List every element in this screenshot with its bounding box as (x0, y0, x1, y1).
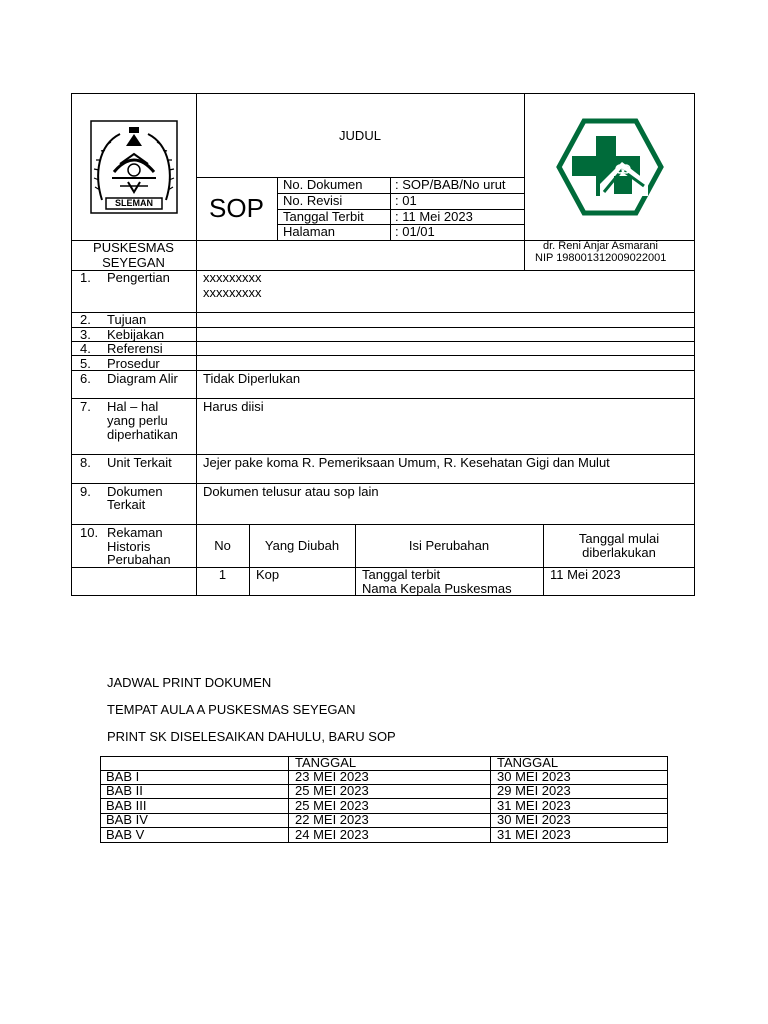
puskesmas-name-line1: PUSKESMAS (93, 240, 174, 255)
row-value: xxxxxxxxx (203, 285, 262, 300)
row-label: Perubahan (107, 552, 171, 567)
schedule-cell: 30 MEI 2023 (497, 769, 571, 784)
schedule-cell: 23 MEI 2023 (295, 769, 369, 784)
row-number: 8. (80, 455, 91, 470)
sleman-emblem-logo (90, 120, 178, 214)
row-label: Tujuan (107, 312, 147, 327)
meta-label: Halaman (283, 224, 336, 239)
schedule-cell: 31 MEI 2023 (497, 798, 571, 813)
schedule-cell: BAB II (106, 783, 143, 798)
schedule-row-line (100, 813, 668, 814)
schedule-cell: 25 MEI 2023 (295, 783, 369, 798)
schedule-row-line (100, 798, 668, 799)
schedule-header: TANGGAL (295, 755, 357, 770)
sleman-logo-text: SLEMAN (115, 198, 153, 208)
row-number: 7. (80, 399, 91, 414)
row-number: 2. (80, 312, 91, 327)
row-line (71, 312, 695, 313)
signer-nip: NIP 198001312009022001 (535, 252, 667, 264)
puskesmas-name-line2: SEYEGAN (102, 255, 165, 270)
meta-label: No. Dokumen (283, 177, 363, 192)
row-label: Pengertian (107, 270, 170, 285)
row-line (71, 398, 695, 399)
row-value: xxxxxxxxx (203, 270, 262, 285)
schedule-cell: 29 MEI 2023 (497, 783, 571, 798)
row-number: 9. (80, 484, 91, 499)
schedule-row-line (100, 827, 668, 828)
note-line: TEMPAT AULA A PUSKESMAS SEYEGAN (107, 702, 356, 717)
row-label: Dokumen (107, 484, 163, 499)
schedule-cell: 24 MEI 2023 (295, 827, 369, 842)
header-divider (196, 93, 197, 270)
row-label: Diagram Alir (107, 371, 178, 386)
row-number: 4. (80, 341, 91, 356)
meta-label: No. Revisi (283, 193, 343, 208)
history-cell-tgl: 11 Mei 2023 (550, 567, 621, 582)
row-number: 10. (80, 525, 99, 540)
row-line (71, 355, 695, 356)
history-divider (249, 524, 250, 596)
schedule-cell: 25 MEI 2023 (295, 798, 369, 813)
row-label: Historis (107, 539, 151, 554)
row-value: Dokumen telusur atau sop lain (203, 484, 379, 499)
schedule-cell: 30 MEI 2023 (497, 812, 571, 827)
meta-value: : 11 Mei 2023 (395, 209, 473, 224)
row-label: Terkait (107, 497, 146, 512)
row-label: Rekaman (107, 525, 163, 540)
history-cell-yang: Kop (256, 567, 280, 582)
row-label: Unit Terkait (107, 455, 172, 470)
row-value: Harus diisi (203, 399, 264, 414)
document-title: JUDUL (339, 128, 381, 143)
row-label: Referensi (107, 341, 163, 356)
row-line (71, 341, 695, 342)
history-header-tgl: Tanggal mulai (578, 531, 660, 546)
signer-name: dr. Reni Anjar Asmarani (543, 240, 658, 252)
history-header-isi: Isi Perubahan (408, 538, 490, 553)
row-label: diperhatikan (107, 427, 178, 442)
schedule-cell: 31 MEI 2023 (497, 827, 571, 842)
row-label: Hal – hal (107, 399, 159, 414)
row-number: 6. (80, 371, 91, 386)
row-value: Jejer pake koma R. Pemeriksaan Umum, R. Kesehatan Gigi dan Mulut (203, 455, 610, 470)
history-cell-no: 1 (218, 567, 227, 582)
schedule-cell: BAB III (106, 798, 147, 813)
history-divider (355, 524, 356, 596)
row-line (71, 483, 695, 484)
row-line (71, 524, 695, 525)
schedule-header: TANGGAL (497, 755, 559, 770)
row-value: Tidak Diperlukan (203, 371, 301, 386)
schedule-cell: BAB I (106, 769, 140, 784)
row-line (71, 327, 695, 328)
history-cell-isi: Tanggal terbit (362, 567, 441, 582)
schedule-row-line (100, 784, 668, 785)
meta-value: : SOP/BAB/No urut (395, 177, 506, 192)
row-number: 5. (80, 356, 91, 371)
meta-value: : 01 (395, 193, 417, 208)
header-divider (524, 93, 525, 270)
history-cell-isi: Nama Kepala Puskesmas (362, 581, 512, 596)
note-line: PRINT SK DISELESAIKAN DAHULU, BARU SOP (107, 729, 396, 744)
puskesmas-logo (556, 118, 664, 216)
schedule-cell: BAB V (106, 827, 145, 842)
note-line: JADWAL PRINT DOKUMEN (107, 675, 272, 690)
history-header-no: No (214, 538, 231, 553)
row-label: Prosedur (107, 356, 160, 371)
row-number: 3. (80, 327, 91, 342)
row-number: 1. (80, 270, 91, 285)
schedule-row-line (100, 770, 668, 771)
row-label: Kebijakan (107, 327, 165, 342)
sop-label: SOP (209, 193, 264, 223)
row-label: yang perlu (107, 413, 168, 428)
schedule-cell: 22 MEI 2023 (295, 812, 369, 827)
history-header-tgl: diberlakukan (582, 545, 656, 560)
meta-value: : 01/01 (395, 224, 435, 239)
meta-label: Tanggal Terbit (283, 209, 364, 224)
history-header-yang: Yang Diubah (264, 538, 340, 553)
schedule-cell: BAB IV (106, 812, 148, 827)
